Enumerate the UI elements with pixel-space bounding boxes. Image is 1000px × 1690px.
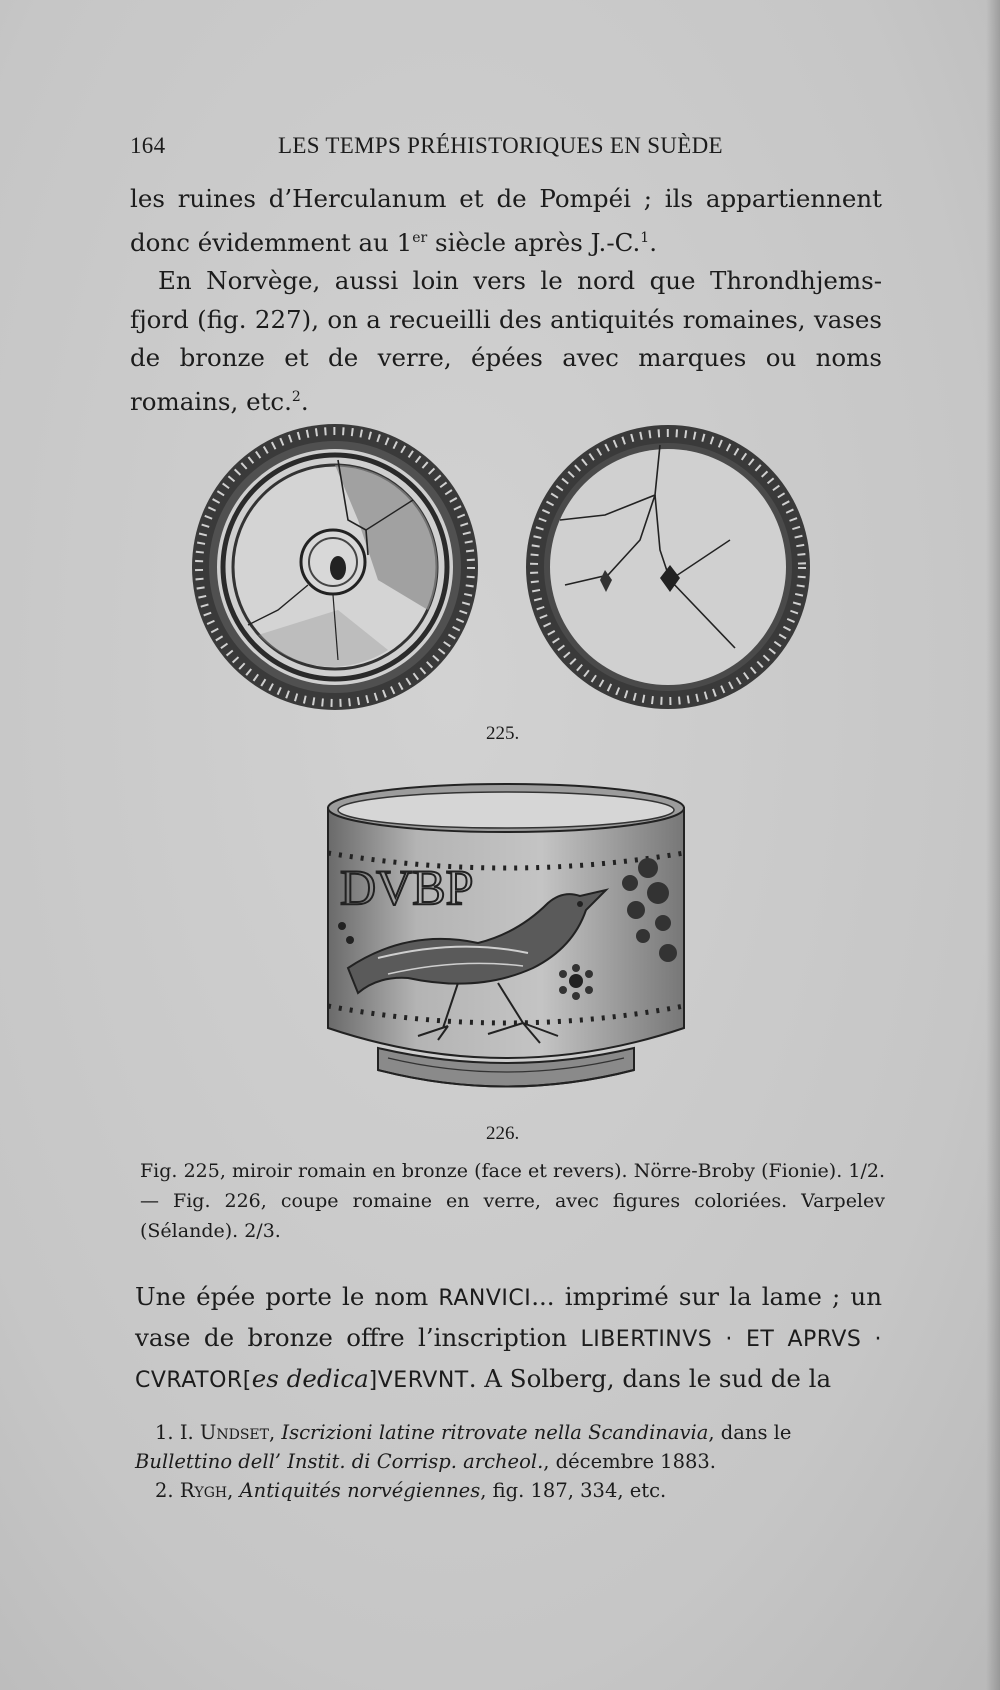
century-numeral: 1 — [396, 227, 413, 257]
paragraph-1-end: siècle après J.-C. — [427, 227, 641, 257]
footnote-1-end: , décembre 1883. — [543, 1450, 717, 1473]
footnote-2-author: Rygh — [179, 1479, 228, 1502]
body-text-part-3: . A Solberg, dans le sud de la — [468, 1364, 832, 1393]
footnote-ref-1: 1 — [640, 229, 650, 246]
figure-226-label: 226. — [486, 1123, 520, 1144]
footnote-1-title: Iscrizioni latine ritrovate nella Scandinavia — [281, 1421, 709, 1444]
paragraph-1 — [130, 180, 882, 262]
footnote-1-journal: Bullettino dell’ Instit. di Corrisp. archeol. — [135, 1450, 544, 1473]
footnote-1-author: I. Undset — [179, 1421, 269, 1444]
cup-inscription: DVBP — [340, 859, 474, 915]
running-title: LES TEMPS PRÉHISTORIQUES EN SUÈDE — [278, 133, 723, 158]
mirror-back-engraving — [520, 420, 816, 715]
inscription-ranvici: RANVICI — [438, 1286, 532, 1311]
footnote-ref-2: 2 — [291, 388, 301, 405]
figure-225-label: 225. — [486, 723, 520, 744]
footnote-2: 2. Rygh, Antiquités norvégiennes, fig. 187, 334, etc. — [155, 1479, 667, 1502]
footnote-2-end: , fig. 187, 334, etc. — [480, 1479, 667, 1502]
inscription-italic: es dedica — [251, 1364, 369, 1393]
body-text-bottom — [135, 1277, 882, 1400]
footnote-2-title: Antiquités norvégiennes — [239, 1479, 481, 1502]
footnote-1-mid: , dans le — [708, 1421, 792, 1444]
inscription-libertinus: LIBERTINVS · ET APRVS · CVRATOR[ — [135, 1327, 882, 1393]
footnote-1: 1. I. Undset, Iscrizioni latine ritrovate nella Scandinavia, dans le Bullettino dell’ Instit. di Corrisp. archeol., décembre 1883. — [135, 1421, 792, 1473]
page-number: 164 — [130, 133, 166, 158]
footnote-1-number: 1. — [155, 1421, 174, 1444]
paragraph-1-text: les ruines d’Herculanum et de Pompéi ; ils appartiennent donc évidemment au — [130, 184, 882, 257]
footnotes — [135, 1418, 885, 1505]
body-text-part-2: ... imprimé sur la lame ; un vase de bronze offre l’inscription — [135, 1282, 882, 1352]
footnote-2-number: 2. — [155, 1479, 174, 1502]
paragraph-1-period: . — [649, 227, 657, 257]
paragraph-2-text: En Norvège, aussi loin vers le nord que Throndhjems-fjord (fig. 227), on a recueilli des antiquités romaines, vases de bronze et de verre, épées avec marques ou noms romains, etc. — [130, 266, 882, 416]
figure-caption: Fig. 225, miroir romain en bronze (face et revers). Nörre-Broby (Fionie). 1/2. — Fig. 226, coupe romaine en verre, avec figures coloriées. Varpelev (Sélande). 2/3. — [140, 1160, 885, 1242]
mirror-front-engraving — [188, 420, 483, 715]
body-text-part-1: Une épée porte le nom — [135, 1282, 439, 1311]
inscription-vervnt: ]VERVNT — [368, 1368, 469, 1393]
glass-cup-engraving — [318, 778, 694, 1116]
paragraph-2-period: . — [300, 386, 309, 416]
ordinal-superscript: er — [412, 229, 428, 246]
body-text-top — [130, 180, 882, 421]
paragraph-2 — [130, 262, 882, 421]
